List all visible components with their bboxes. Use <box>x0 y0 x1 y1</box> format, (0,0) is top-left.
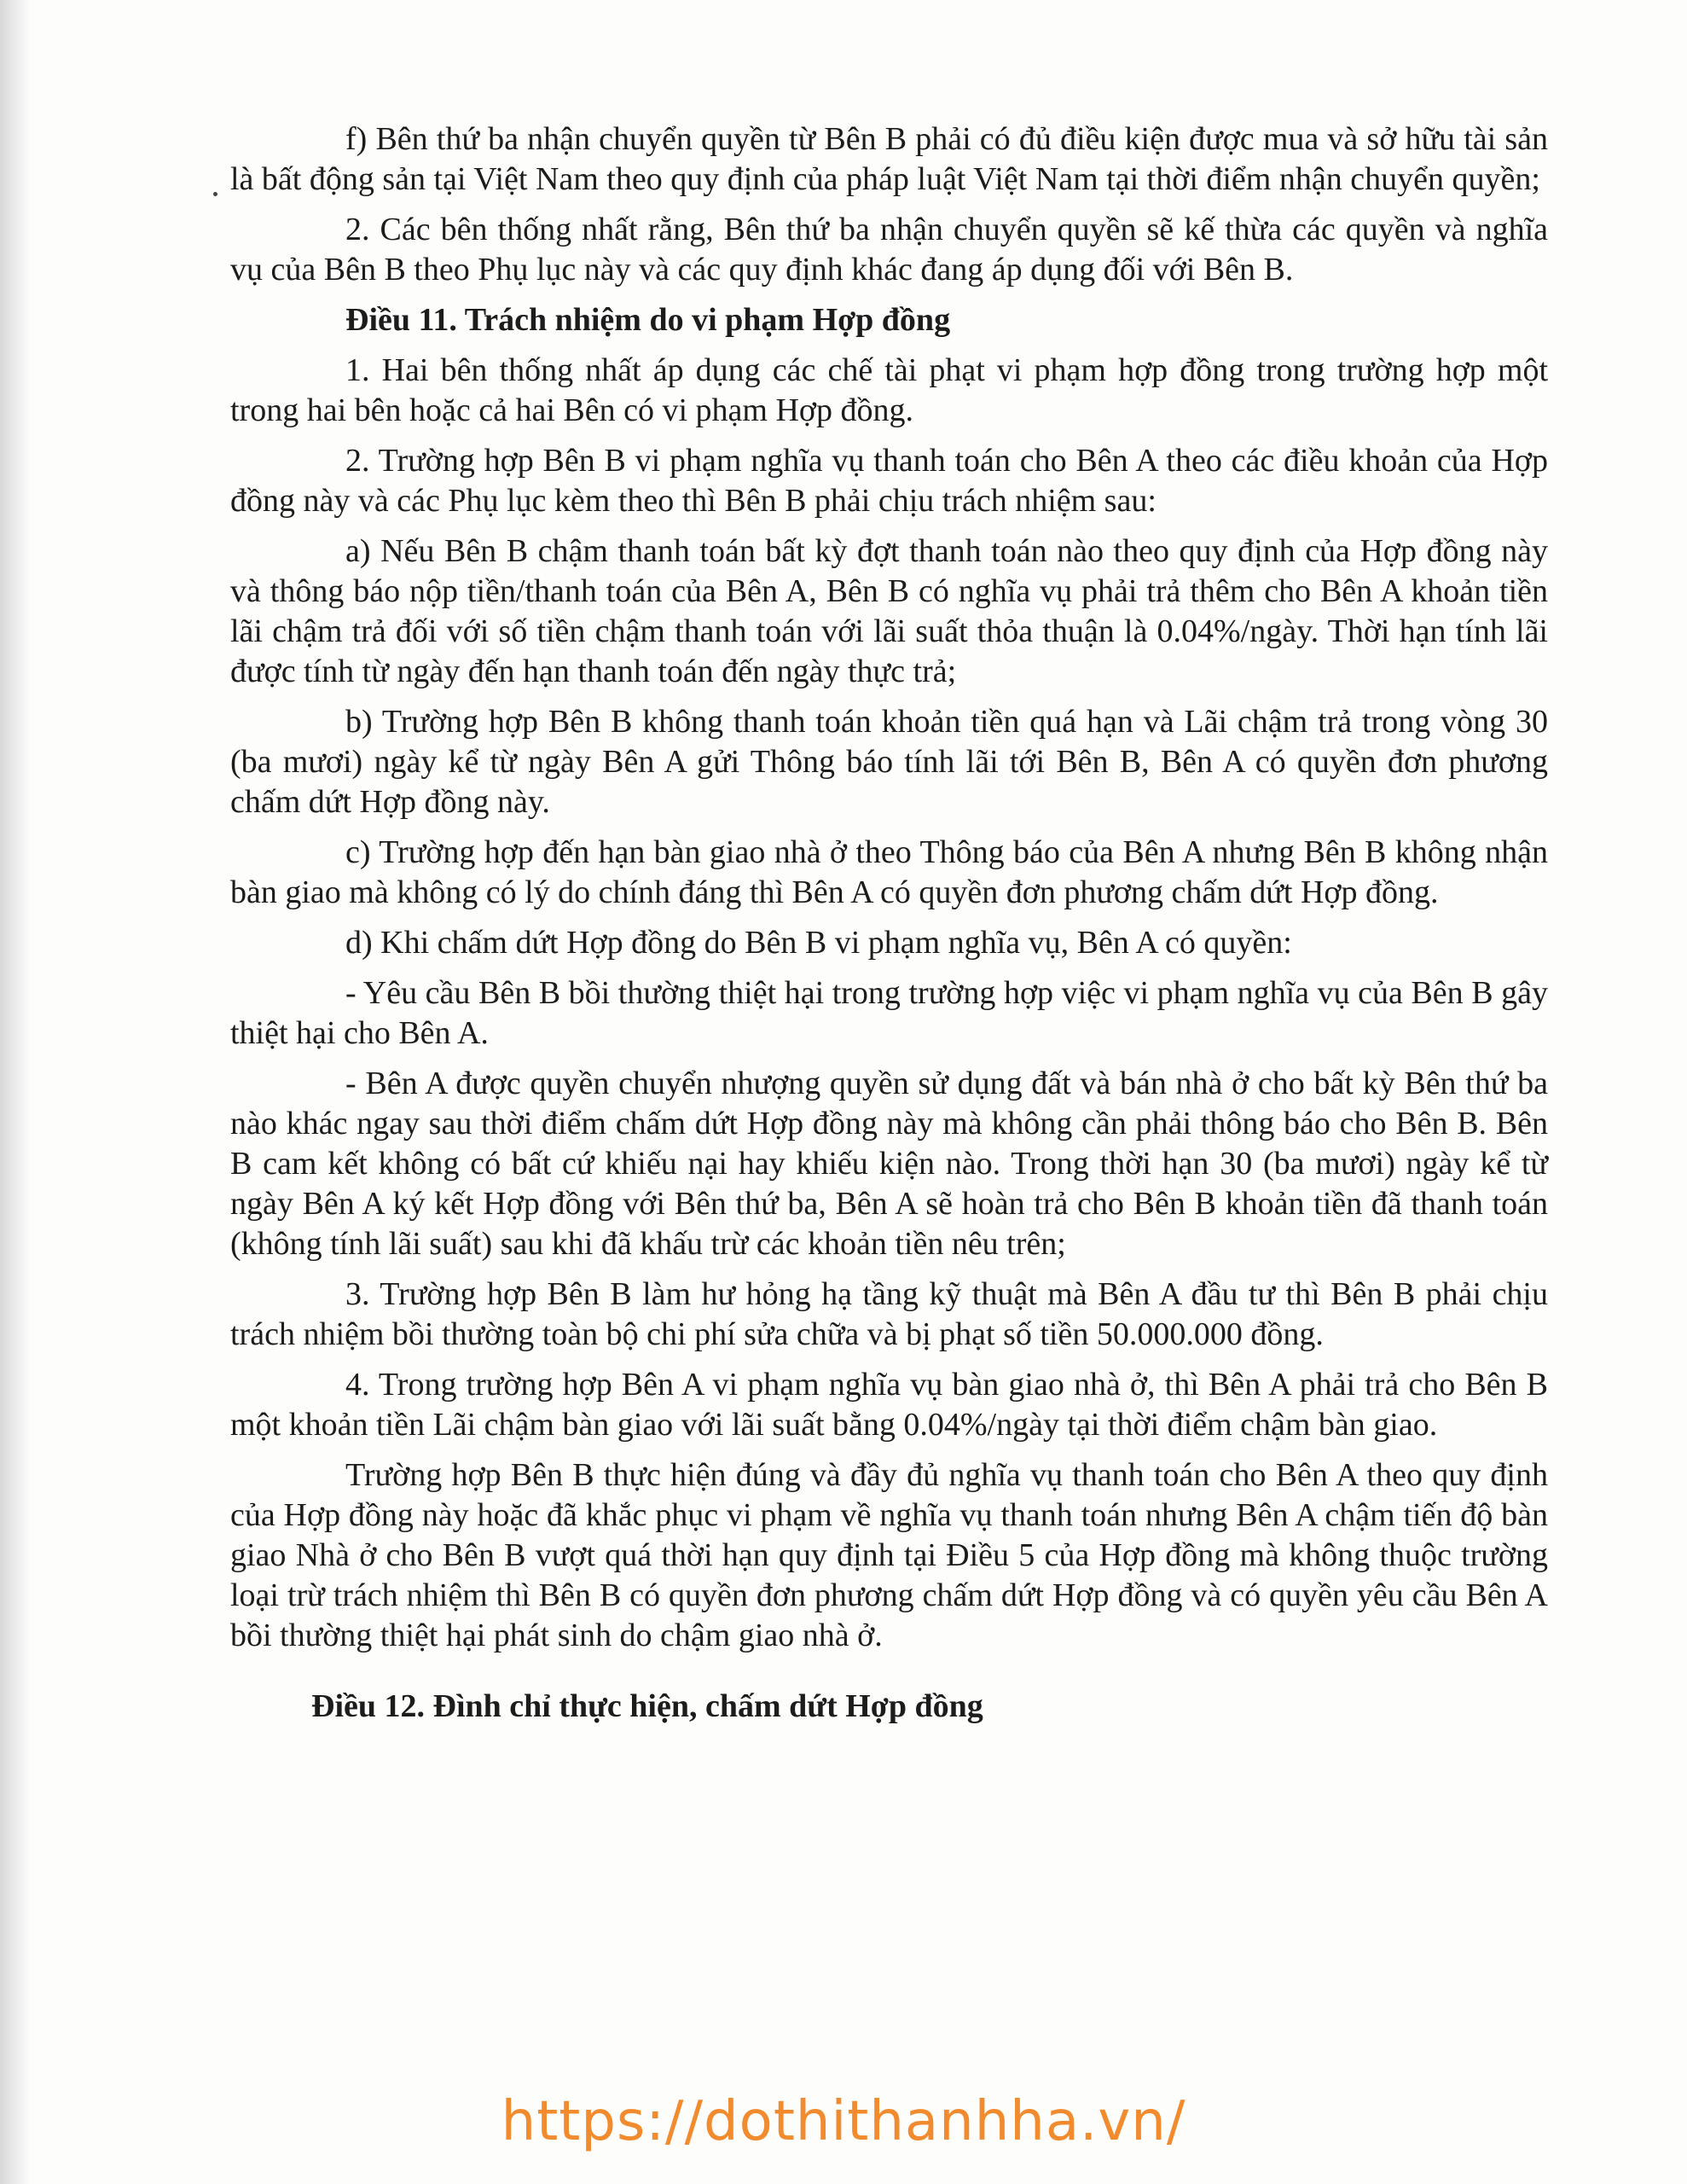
clause-11-2d-item-1: - Yêu cầu Bên B bồi thường thiệt hại trong trường hợp việc vi phạm nghĩa vụ của Bên B gây thiệt hại cho Bên A. <box>230 975 1548 1051</box>
clause-11-4-cont: Trường hợp Bên B thực hiện đúng và đầy đủ nghĩa vụ thanh toán cho Bên A theo quy định của Hợp đồng này hoặc đã khắc phục vi phạm về nghĩa vụ thanh toán nhưng Bên A chậm tiến độ bàn giao Nhà ở cho Bên B vượt quá thời hạn quy định tại Điều 5 của Hợp đồng mà không thuộc trường loại trừ trách nhiệm thì Bên B có quyền đơn phương chấm dứt Hợp đồng và có quyền yêu cầu Bên A bồi thường thiệt hại phát sinh do chậm giao nhà ở. <box>230 1457 1548 1653</box>
document-body <box>230 119 1548 1737</box>
clause-11-4: 4. Trong trường hợp Bên A vi phạm nghĩa vụ bàn giao nhà ở, thì Bên A phải trả cho Bên B một khoản tiền Lãi chậm bàn giao với lãi suất bằng 0.04%/ngày tại thời điểm chậm bàn giao. <box>230 1367 1548 1443</box>
clause-11-2a: a) Nếu Bên B chậm thanh toán bất kỳ đợt thanh toán nào theo quy định của Hợp đồng này và thông báo nộp tiền/thanh toán của Bên A, Bên B có nghĩa vụ phải trả thêm cho Bên A khoản tiền lãi chậm trả đối với số tiền chậm thanh toán với lãi suất thỏa thuận là 0.04%/ngày. Thời hạn tính lãi được tính từ ngày đến hạn thanh toán đến ngày thực trả; <box>230 533 1548 689</box>
clause-11-2d-item-2: - Bên A được quyền chuyển nhượng quyền sử dụng đất và bán nhà ở cho bất kỳ Bên thứ ba nào khác ngay sau thời điểm chấm dứt Hợp đồng này mà không cần phải thông báo cho Bên B. Bên B cam kết không có bất cứ khiếu nại hay khiếu kiện nào. Trong thời hạn 30 (ba mươi) ngày kể từ ngày Bên A ký kết Hợp đồng với Bên thứ ba, Bên A sẽ hoàn trả cho Bên B khoản tiền đã thanh toán (không tính lãi suất) sau khi đã khấu trừ các khoản tiền nêu trên; <box>230 1066 1548 1262</box>
watermark-link[interactable]: https://dothithanhha.vn/ <box>501 2090 1186 2153</box>
clause-11-3: 3. Trường hợp Bên B làm hư hỏng hạ tầng kỹ thuật mà Bên A đầu tư thì Bên B phải chịu trách nhiệm bồi thường toàn bộ chi phí sửa chữa và bị phạt số tiền 50.000.000 đồng. <box>230 1276 1548 1352</box>
scan-left-edge <box>0 0 31 2184</box>
scan-speck <box>213 192 217 196</box>
clause-11-2: 2. Trường hợp Bên B vi phạm nghĩa vụ thanh toán cho Bên A theo các điều khoản của Hợp đồng này và các Phụ lục kèm theo thì Bên B phải chịu trách nhiệm sau: <box>230 443 1548 519</box>
article-12-heading: Điều 12. Đình chỉ thực hiện, chấm dứt Hợp đồng <box>311 1688 983 1724</box>
clause-10-2: 2. Các bên thống nhất rằng, Bên thứ ba nhận chuyển quyền sẽ kế thừa các quyền và nghĩa vụ của Bên B theo Phụ lục này và các quy định khác đang áp dụng đối với Bên B. <box>230 212 1548 288</box>
clause-11-1: 1. Hai bên thống nhất áp dụng các chế tài phạt vi phạm hợp đồng trong trường hợp một trong hai bên hoặc cả hai Bên có vi phạm Hợp đồng. <box>230 352 1548 428</box>
clause-f: f) Bên thứ ba nhận chuyển quyền từ Bên B phải có đủ điều kiện được mua và sở hữu tài sản là bất động sản tại Việt Nam theo quy định của pháp luật Việt Nam tại thời điểm nhận chuyển quyền; <box>230 121 1548 197</box>
article-11-heading: Điều 11. Trách nhiệm do vi phạm Hợp đồng <box>345 302 951 338</box>
clause-11-2c: c) Trường hợp đến hạn bàn giao nhà ở theo Thông báo của Bên A nhưng Bên B không nhận bàn giao mà không có lý do chính đáng thì Bên A có quyền đơn phương chấm dứt Hợp đồng. <box>230 834 1548 910</box>
clause-11-2b: b) Trường hợp Bên B không thanh toán khoản tiền quá hạn và Lãi chậm trả trong vòng 30 (ba mươi) ngày kể từ ngày Bên A gửi Thông báo tính lãi tới Bên B, Bên A có quyền đơn phương chấm dứt Hợp đồng này. <box>230 704 1548 820</box>
clause-11-2d: d) Khi chấm dứt Hợp đồng do Bên B vi phạm nghĩa vụ, Bên A có quyền: <box>345 925 1292 961</box>
